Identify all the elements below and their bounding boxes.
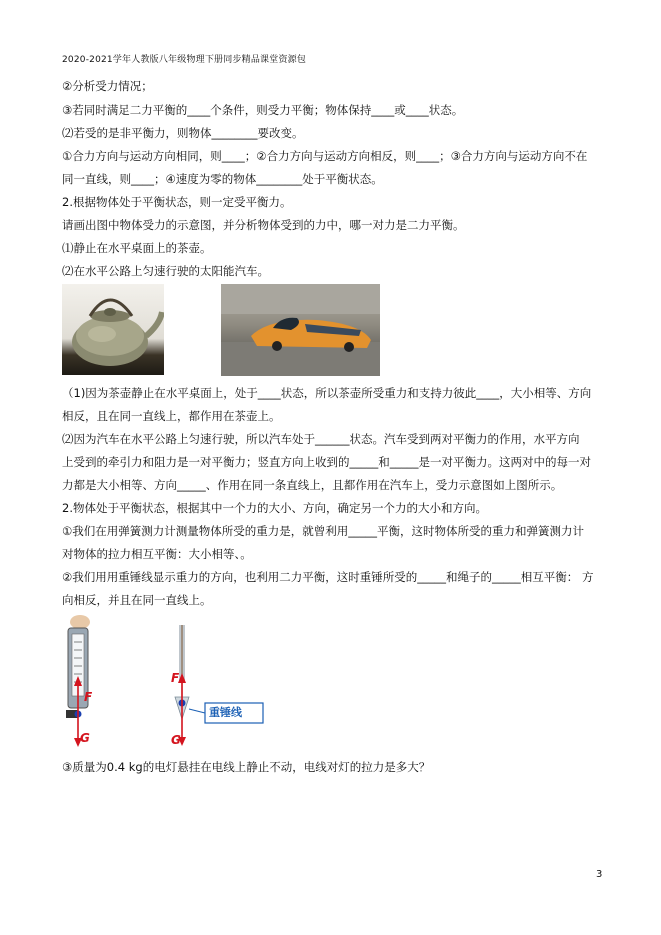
text-line: ③若同时满足二力平衡的____个条件，则受力平衡；物体保持____或____状态。 bbox=[62, 103, 464, 117]
text-line: 向相反，并且在同一直线上。 bbox=[62, 593, 212, 607]
text-line: ⑵若受的是非平衡力，则物体________要改变。 bbox=[62, 126, 304, 140]
text-line: ①我们在用弹簧测力计测量物体所受的重力是，就曾利用_____平衡，这时物体所受的重力和弹簧测力计 bbox=[62, 524, 585, 538]
text-line: 上受到的牵引力和阻力是一对平衡力；竖直方向上收到的_____和_____是一对平衡力。这两对中的每一对 bbox=[62, 455, 591, 469]
force-label-g: G bbox=[171, 733, 181, 747]
text-line: ⑵因为汽车在水平公路上匀速行驶，所以汽车处于______状态。汽车受到两对平衡力的作用，水平方向 bbox=[62, 432, 580, 446]
text-line: 请画出图中物体受力的示意图，并分析物体受到的力中，哪一对力是二力平衡。 bbox=[62, 218, 465, 232]
force-label-g: G bbox=[80, 731, 90, 745]
text-line: ②我们用用重锤线显示重力的方向，也利用二力平衡，这时重锤所受的_____和绳子的_____相互平衡： 方 bbox=[62, 570, 594, 584]
text-line: ②分析受力情况； bbox=[62, 79, 153, 93]
force-label-f: F bbox=[171, 671, 180, 685]
text-line: 同一直线，则____；④速度为零的物体________处于平衡状态。 bbox=[62, 172, 383, 186]
text-line: 对物体的拉力相互平衡：大小相等、。 bbox=[62, 547, 252, 561]
solar-car-photo bbox=[221, 284, 380, 376]
text-line: 2.物体处于平衡状态，根据其中一个力的大小、方向，确定另一个力的大小和方向。 bbox=[62, 501, 487, 515]
page-header: 2020-2021学年人教版八年级物理下册同步精品课堂资源包 bbox=[62, 55, 307, 65]
plumb-line-label: 重锤线 bbox=[209, 706, 242, 719]
text-line: 相反，且在同一直线上，都作用在茶壶上。 bbox=[62, 409, 281, 423]
text-line: ①合力方向与运动方向相同，则____；②合力方向与运动方向相反，则____；③合力方向与运动方向不在 bbox=[62, 149, 588, 163]
spring-scale-figure bbox=[58, 612, 108, 747]
text-line: ⑴静止在水平桌面上的茶壶。 bbox=[62, 241, 212, 255]
force-label-f: F bbox=[84, 690, 93, 704]
teapot-photo bbox=[62, 284, 164, 375]
page-number: 3 bbox=[596, 869, 603, 880]
text-line: （1)因为茶壶静止在水平桌面上，处于____状态，所以茶壶所受重力和支持力彼此____，大小相等、方向 bbox=[62, 386, 592, 400]
text-line: ③质量为0.4 kg的电灯悬挂在电线上静止不动，电线对灯的拉力是多大？ bbox=[62, 760, 431, 774]
plumb-line-figure bbox=[165, 625, 285, 747]
text-line: 2.根据物体处于平衡状态，则一定受平衡力。 bbox=[62, 195, 292, 209]
text-line: ⑵在水平公路上匀速行驶的太阳能汽车。 bbox=[62, 264, 269, 278]
text-line: 力都是大小相等、方向_____、作用在同一条直线上，且都作用在汽车上，受力示意图如上图所示。 bbox=[62, 478, 563, 492]
